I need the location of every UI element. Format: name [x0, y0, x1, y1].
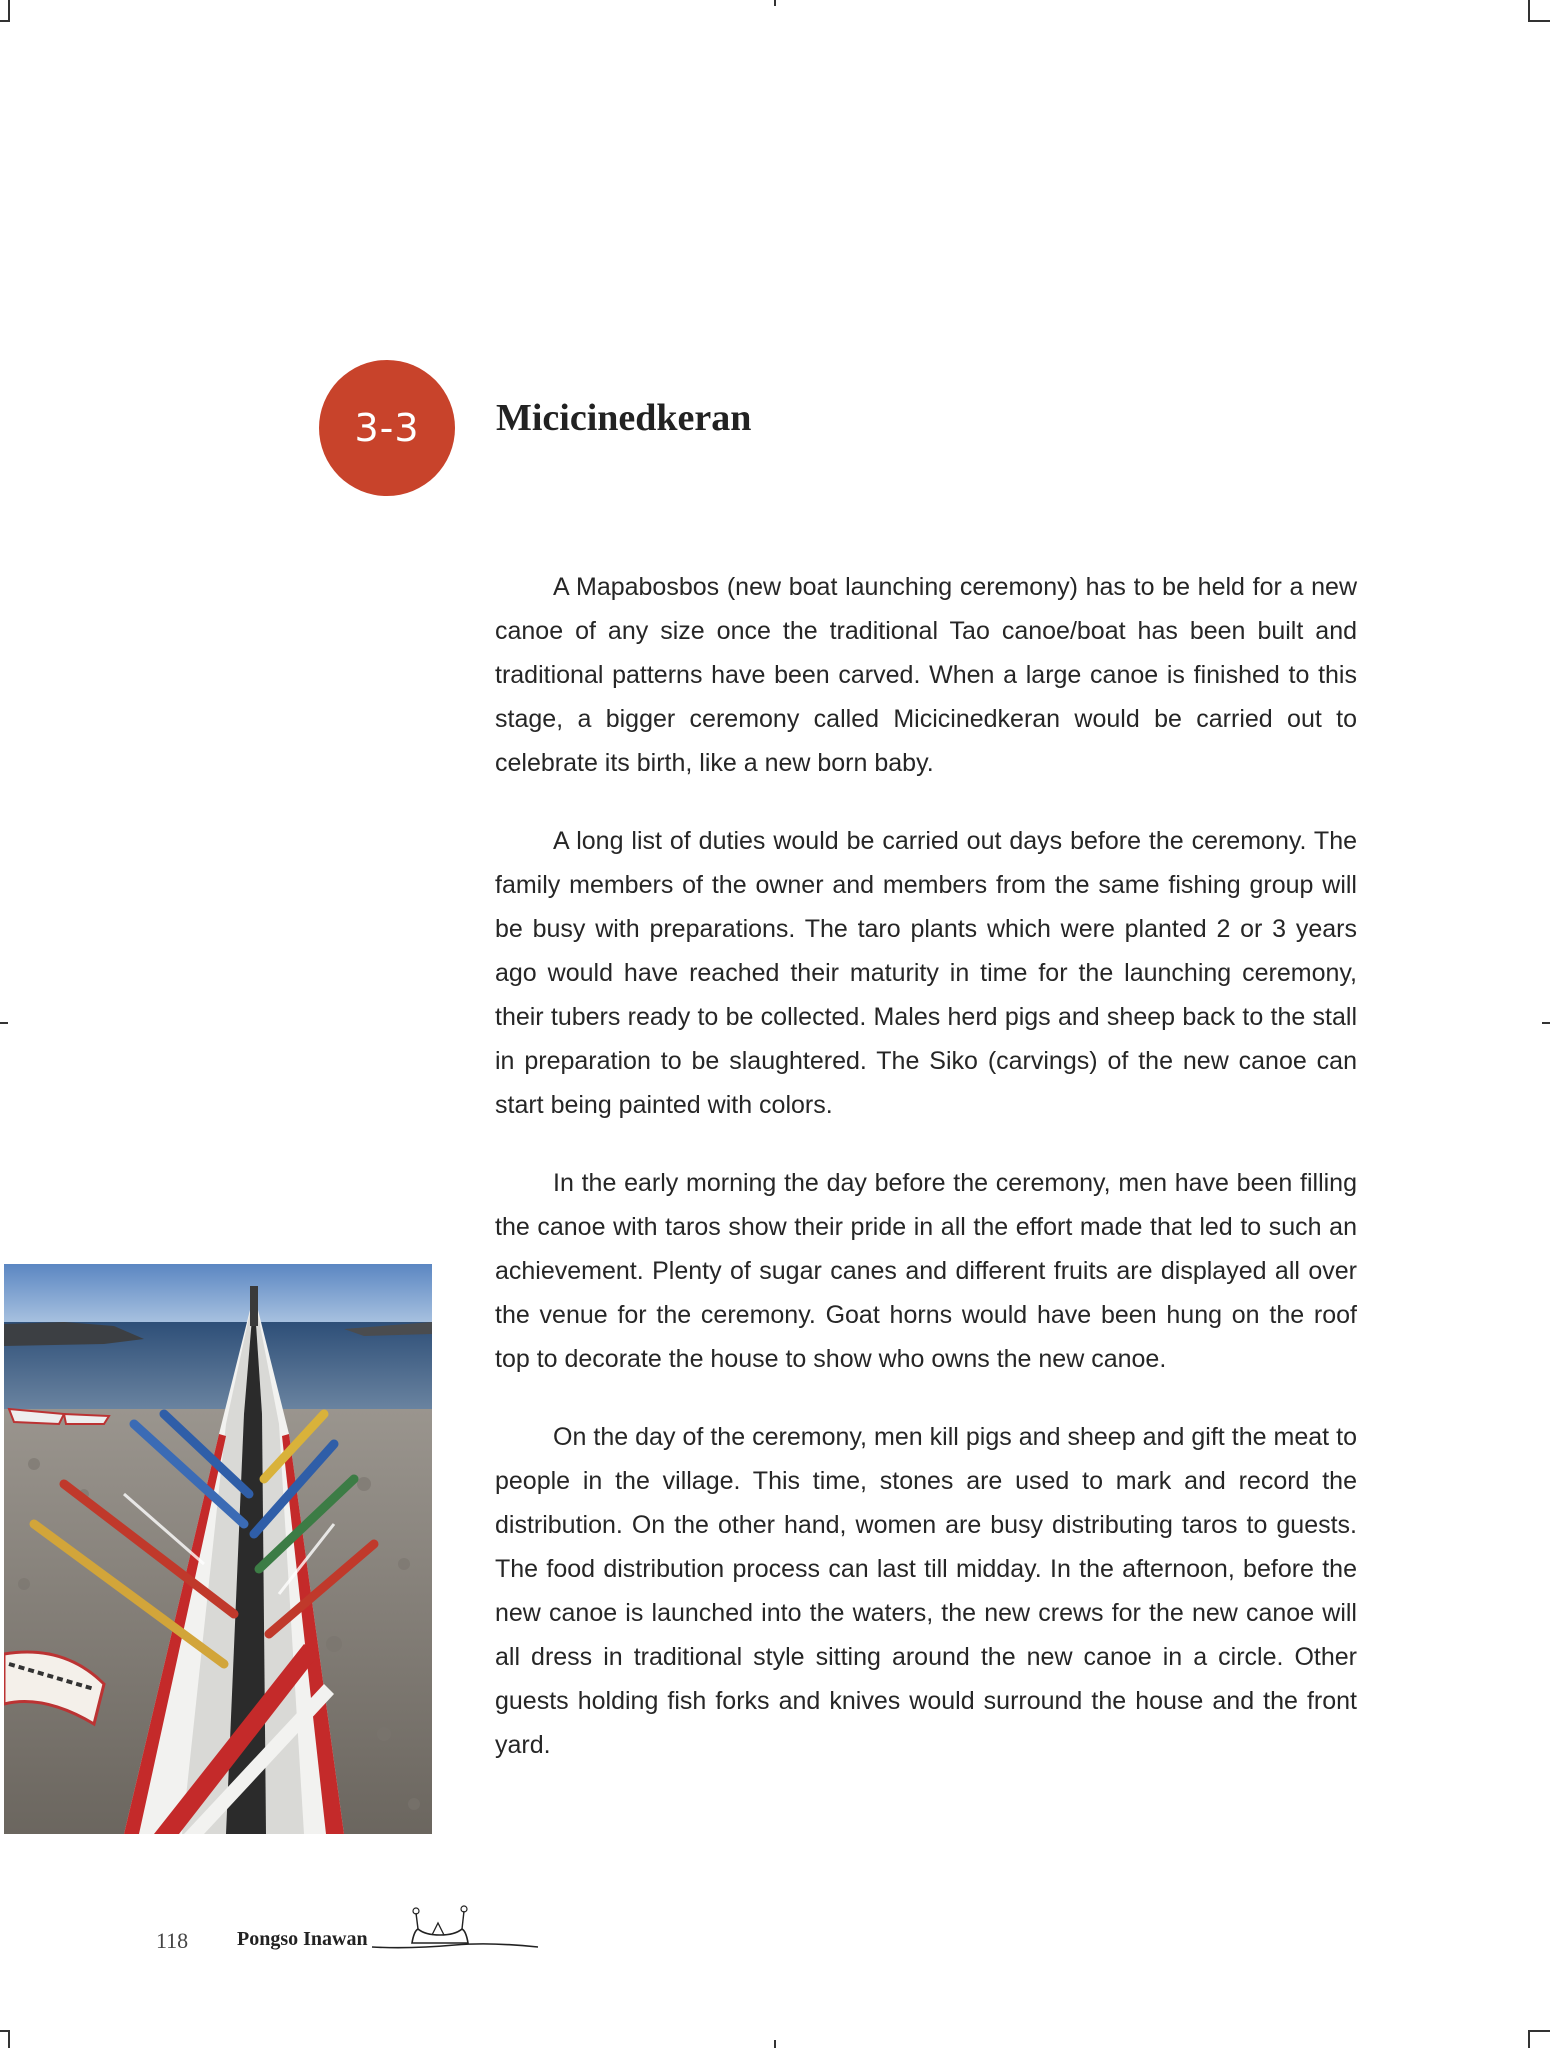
paragraph-3: In the early morning the day before the ceremony, men have been filling the canoe with taros show their pride in all the effort made that led to such an achievement. Plenty of sugar canes and different fruits are displayed all over the venue for the ceremony. Goat horns would have been hung on the roof top to decorate the house to show who owns the new canoe.	[495, 1169, 1357, 1373]
crop-mark-top-left-h	[0, 20, 10, 22]
crop-mark-bottom-left-h	[0, 2030, 10, 2032]
body-text	[495, 565, 1357, 1801]
paragraph-2: A long list of duties would be carried out days before the ceremony. The family members of the owner and members from the same fishing group will be busy with preparations. The taro plants which were planted 2 or 3 years ago would have reached their maturity in time for the launching ceremony, their tubers ready to be collected. Males herd pigs and sheep back to the stall in preparation to be slaughtered. The Siko (carvings) of the new canoe can start being painted with colors.	[495, 827, 1357, 1119]
crop-mark-bottom-right-h	[1528, 2030, 1550, 2032]
crop-mark-top-right-h	[1528, 20, 1550, 22]
book-title: Pongso Inawan	[237, 1928, 368, 1950]
canoe-doodle-icon	[370, 1905, 540, 1962]
section-title: Micicinedkeran	[496, 397, 752, 439]
crop-mark-mid-left	[0, 1022, 8, 1024]
crop-mark-bottom-center	[774, 2040, 776, 2048]
crop-mark-bottom-right-v	[1528, 2030, 1530, 2048]
page-number: 118	[156, 1928, 189, 1953]
paragraph-1: A Mapabosbos (new boat launching ceremony) has to be held for a new canoe of any size once the traditional Tao canoe/boat has been built and traditional patterns have been carved. When a large canoe is finished to this stage, a bigger ceremony called Micicinedkeran would be carried out to celebrate its birth, like a new born baby.	[495, 573, 1357, 777]
crop-mark-top-right-v	[1528, 0, 1530, 22]
crop-mark-bottom-left-v	[8, 2030, 10, 2048]
paragraph-4: On the day of the ceremony, men kill pigs and sheep and gift the meat to people in the village. This time, stones are used to mark and record the distribution. On the other hand, women are busy distributing taros to guests. The food distribution process can last till midday. In the afternoon, before the new canoe is launched into the waters, the new crews for the new canoe will all dress in traditional style sitting around the new canoe in a circle. Other guests holding fish forks and knives would surround the house and the front yard.	[495, 1423, 1357, 1759]
canoe-photo	[4, 1264, 432, 1834]
crop-mark-top-center	[774, 0, 776, 6]
crop-mark-mid-right	[1542, 1022, 1550, 1024]
section-number-badge: 3-3	[319, 360, 455, 496]
crop-mark-top-left-v	[8, 0, 10, 22]
